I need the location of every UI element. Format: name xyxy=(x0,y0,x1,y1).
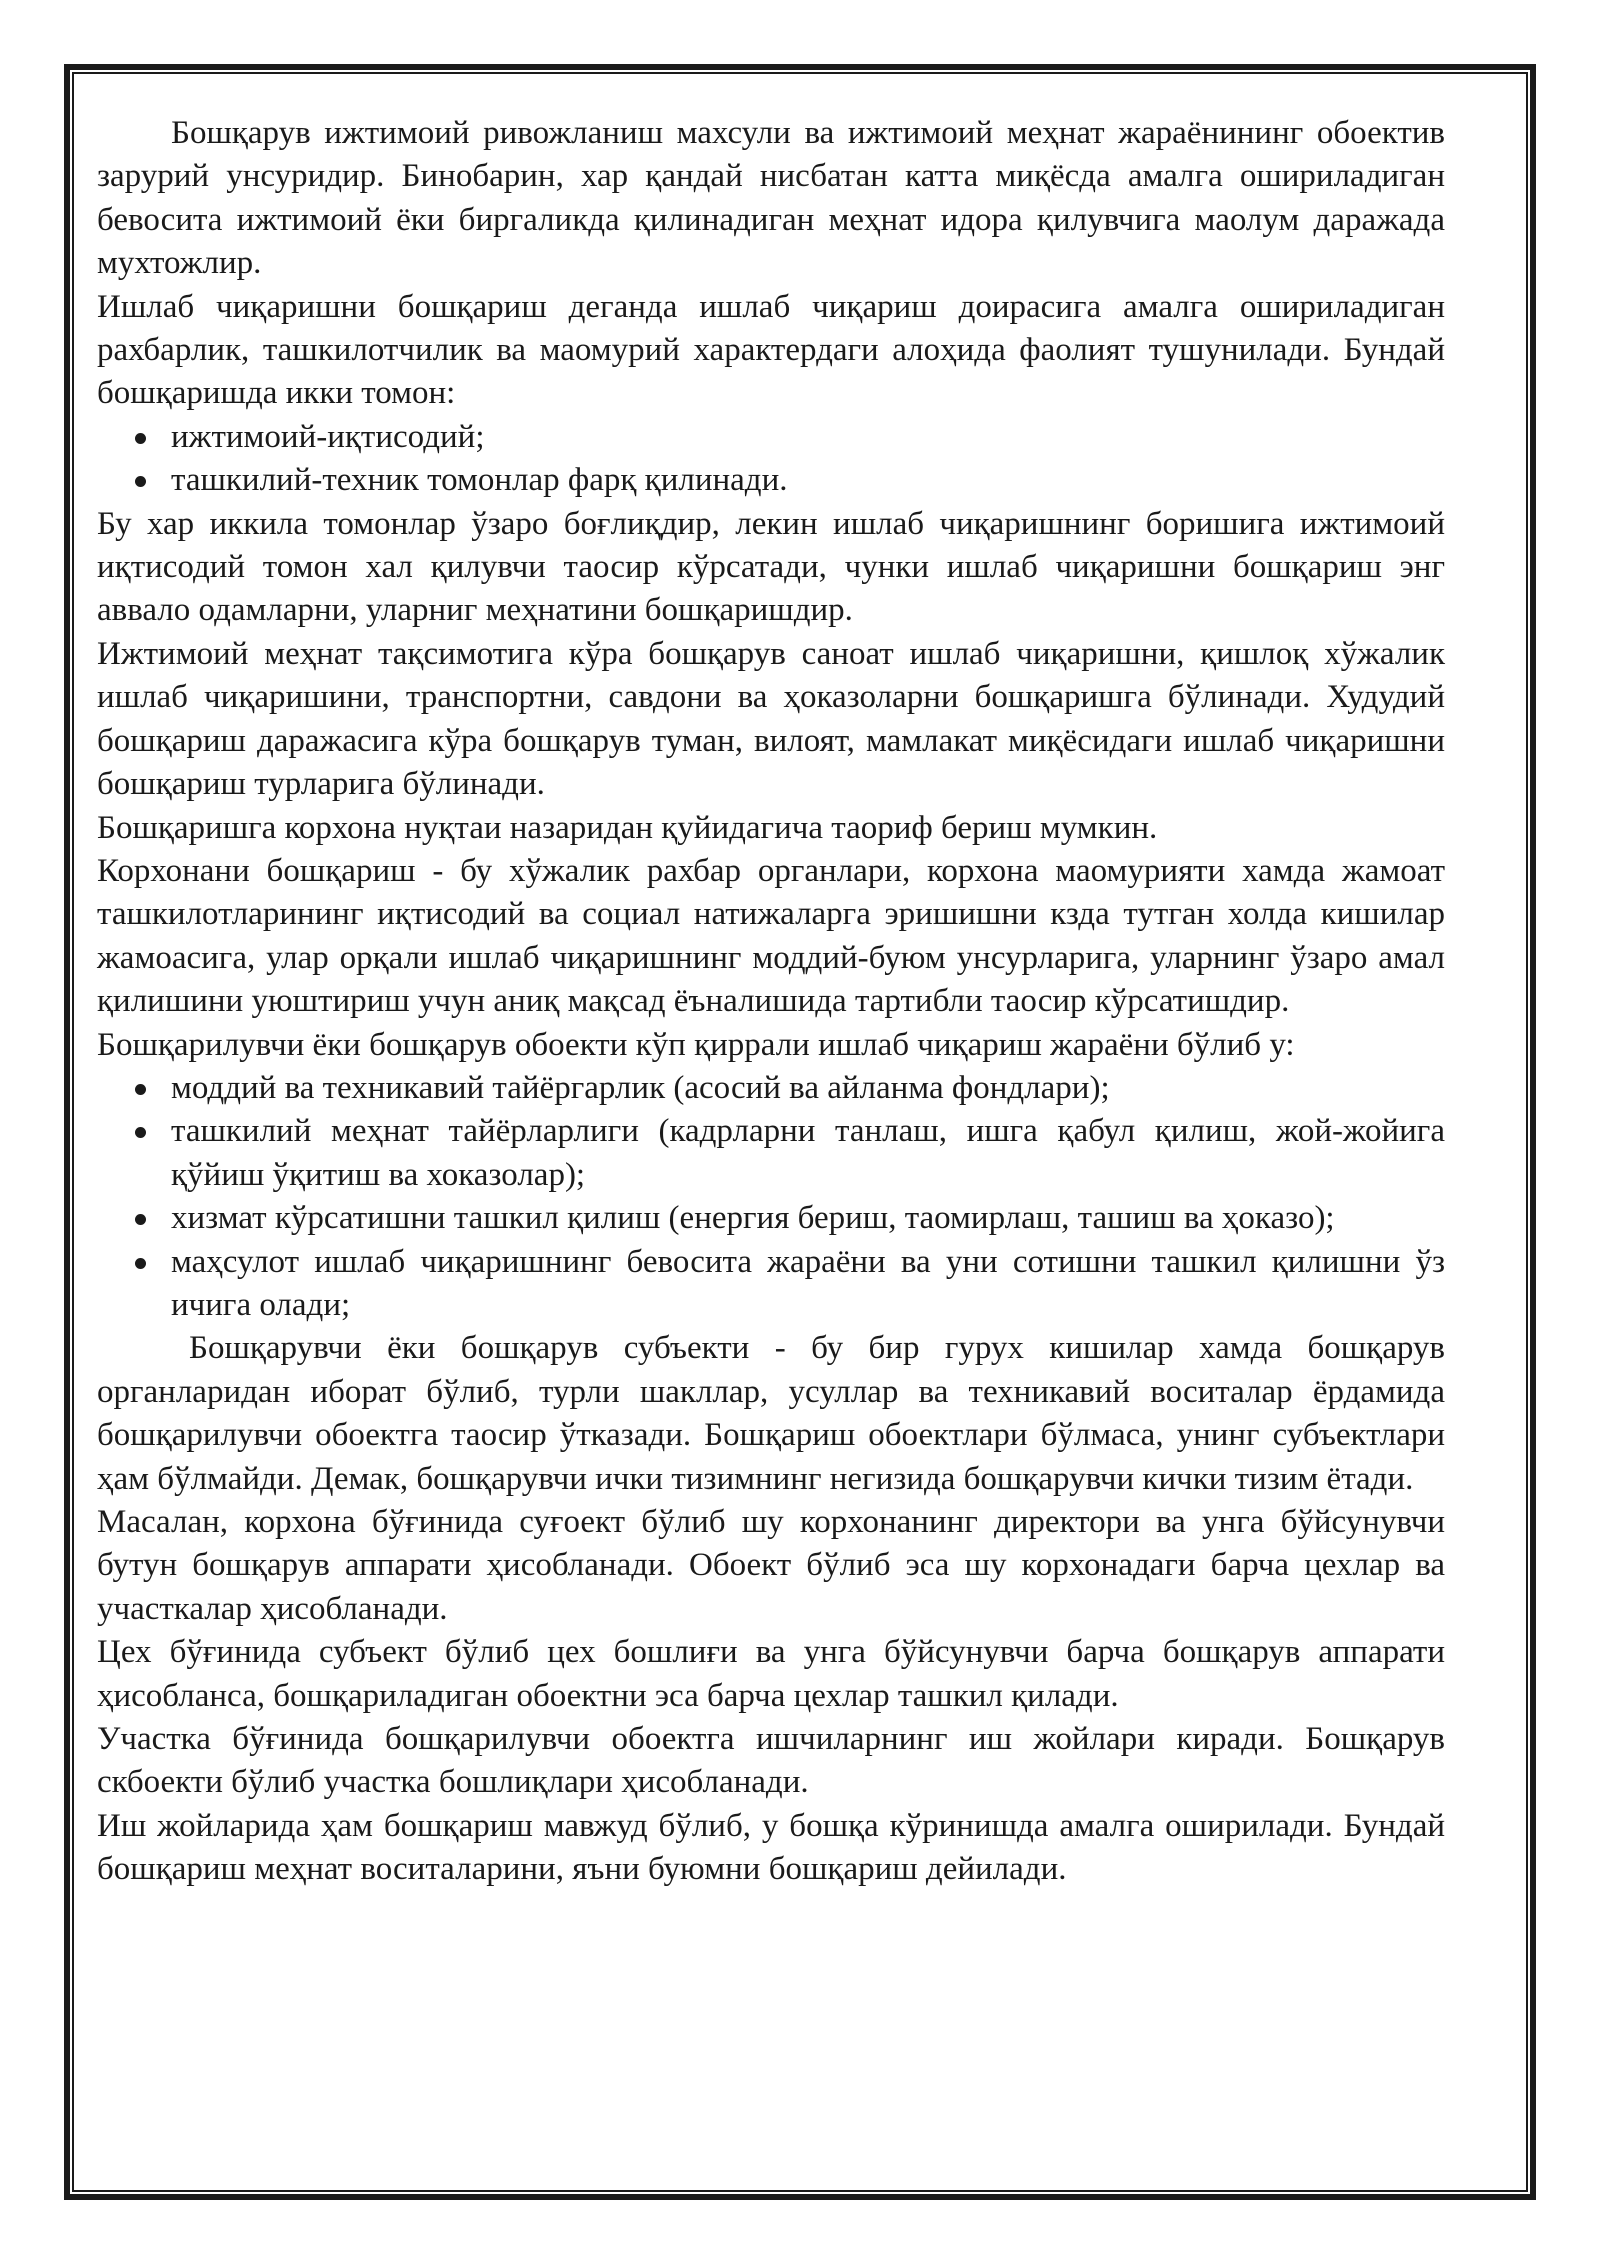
paragraph: Бошқарув ижтимоий ривожланиш махсули ва ижтимоий меҳнат жараёнининг обоектив зарурий унсуридир. Бинобарин, хар қандай нисбатан катта миқёсда амалга ошириладиган бевосита ижтимоий ёки биргаликда қилинадиган меҳнат идора қилувчига маолум даражада мухтожлир. xyxy=(97,115,1445,282)
document-body xyxy=(97,112,1445,1892)
list-item xyxy=(97,459,1445,502)
bullet-icon xyxy=(135,1214,146,1225)
paragraph: Бошқарилувчи ёки бошқарув обоекти кўп қиррали ишлаб чиқариш жараёни бўлиб у: xyxy=(97,1026,1295,1063)
bullet-list xyxy=(97,1067,1445,1327)
bullet-icon xyxy=(135,1127,146,1138)
list-item xyxy=(97,1067,1445,1110)
list-item-text: хизмат кўрсатишни ташкил қилиш (енергия бериш, таомирлаш, ташиш ва ҳоказо); xyxy=(171,1200,1335,1237)
list-item-text: ташкилий-техник томонлар фарқ қилинади. xyxy=(171,462,788,499)
list-item-text: маҳсулот ишлаб чиқаришнинг бевосита жараёни ва уни сотишни ташкил қилишни ўз ичига олади; xyxy=(171,1243,1445,1323)
paragraph: Ижтимоий меҳнат тақсимотига кўра бошқарув саноат ишлаб чиқаришни, қишлоқ хўжалик ишлаб чиқаришини, транспортни, савдони ва ҳоказоларни бошқаришга бўлинади. Худудий бошқариш даражасига кўра бошқарув туман, вилоят, мамлакат миқёсидаги ишлаб чиқаришни бошқариш турларига бўлинади. xyxy=(97,635,1445,803)
paragraph: Корхонани бошқариш - бу хўжалик рахбар органлари, корхона маомурияти хамда жамоат ташкилотларининг иқтисодий ва социал натижаларга эришишни кзда тутган холда кишилар жамоасига, улар орқали ишлаб чиқаришнинг моддий-буюм унсурларига, уларнинг ўзаро амал қилишини уюштириш учун аниқ мақсад ёъналишида тартибли таосир кўрсатишдир. xyxy=(97,852,1445,1020)
list-item-text: моддий ва техникавий тайёргарлик (асосий ва айланма фондлари); xyxy=(171,1069,1110,1106)
bullet-icon xyxy=(135,1084,146,1095)
paragraph: Ишлаб чиқаришни бошқариш деганда ишлаб чиқариш доирасига амалга ошириладиган рахбарлик, ташкилотчилик ва маомурий характердаги алоҳида фаолият тушунилади. Бундай бошқаришда икки томон: xyxy=(97,288,1445,412)
bullet-icon xyxy=(135,433,146,444)
paragraph: Иш жойларида ҳам бошқариш мавжуд бўлиб, у бошқа кўринишда амалга оширилади. Бундай бошқариш меҳнат воситаларини, яъни буюмни бошқариш дейилади. xyxy=(97,1807,1445,1888)
bullet-list xyxy=(97,416,1445,503)
bullet-icon xyxy=(135,1258,146,1269)
list-item-text: ташкилий меҳнат тайёрларлиги (кадрларни танлаш, ишга қабул қилиш, жой-жойига қўйиш ўқитиш ва хоказолар); xyxy=(171,1113,1445,1193)
list-item xyxy=(97,1110,1445,1197)
list-item xyxy=(97,1241,1445,1328)
list-item xyxy=(97,1197,1445,1240)
paragraph: Масалан, корхона бўғинида суғоект бўлиб шу корхонанинг директори ва унга бўйсунувчи бутун бошқарув аппарати ҳисобланади. Обоект бўлиб эса шу корхонадаги барча цехлар ва участкалар ҳисобланади. xyxy=(97,1504,1445,1627)
paragraph: Участка бўғинида бошқарилувчи обоектга ишчиларнинг иш жойлари киради. Бошқарув скбоекти бўлиб участка бошлиқлари ҳисобланади. xyxy=(97,1721,1445,1801)
paragraph: Цех бўғинида субъект бўлиб цех бошлиғи ва унга бўйсунувчи барча бошқарув аппарати ҳисобланса, бошқариладиган обоектни эса барча цехлар ташкил қилади. xyxy=(97,1634,1445,1714)
paragraph: Бошқарувчи ёки бошқарув субъекти - бу бир гурух кишилар хамда бошқарув органларидан иборат бўлиб, турли шакллар, усуллар ва техникавий воситалар ёрдамида бошқарилувчи обоектга таосир ўтказади. Бошқариш обоектлари бўлмаса, унинг субъектлари ҳам бўлмайди. Демак, бошқарувчи ички тизимнинг негизида бошқарувчи кички тизим ётади. xyxy=(97,1330,1445,1497)
paragraph: Бу хар иккила томонлар ўзаро боғлиқдир, лекин ишлаб чиқаришнинг боришига ижтимоий иқтисодий томон хал қилувчи таосир кўрсатади, чунки ишлаб чиқаришни бошқариш энг аввало одамларни, уларниг меҳнатини бошқаришдир. xyxy=(97,505,1445,629)
list-item xyxy=(97,416,1445,459)
paragraph: Бошқаришга корхона нуқтаи назаридан қуйидагича таориф бериш мумкин. xyxy=(97,809,1158,846)
bullet-icon xyxy=(135,476,146,487)
list-item-text: ижтимоий-иқтисодий; xyxy=(171,418,485,455)
